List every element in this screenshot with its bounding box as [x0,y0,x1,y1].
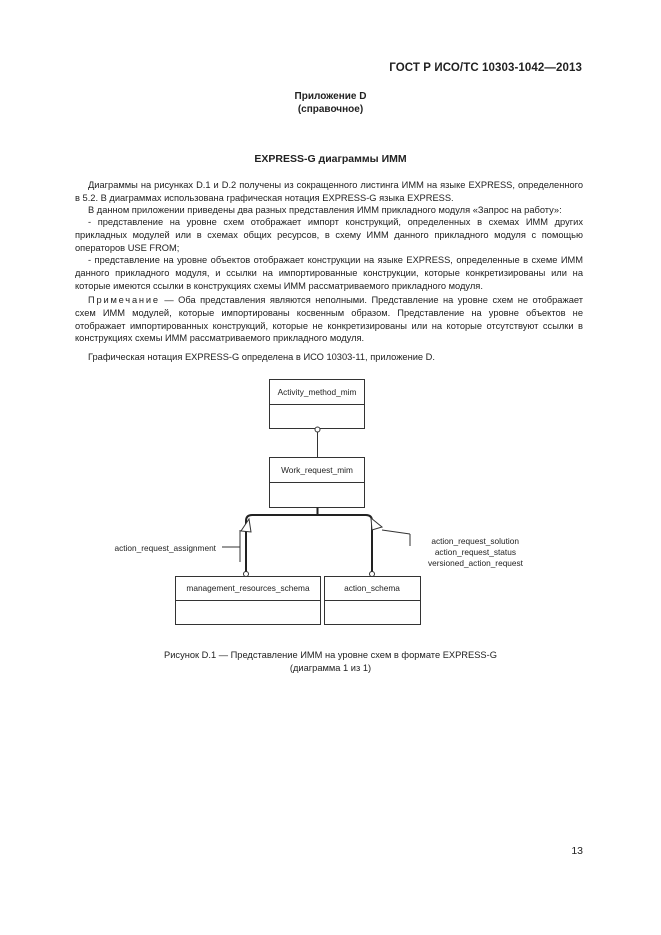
appendix-title: Приложение D [294,91,367,102]
figure-caption [0,649,661,674]
document-header: ГОСТ Р ИСО/ТС 10303-1042—2013 [389,62,582,74]
label-right-2: action_request_status [434,547,516,557]
paragraph-3: - представление на уровне схем отображает импорт конструкций, определенных в схемах ИММ других прикладных модулей или в схемах общих ресурсов, в схему ИММ данного прикладного модуля с помощью операторов USE FROM; [75,217,583,253]
circle-end-top [315,427,320,432]
label-right-3: versioned_action_request [427,558,523,568]
note-label: Примечание [88,295,160,305]
circle-end-right [370,572,375,577]
arrowhead-right [371,518,382,530]
box-action-schema-label: action_schema [344,583,400,593]
circle-end-left [244,572,249,577]
reference-line-right [318,515,373,572]
section-title: EXPRESS-G диаграммы ИММ [254,153,407,165]
paragraph-1: Диаграммы на рисунках D.1 и D.2 получены из сокращенного листинга ИММ на языке EXPRESS, определенного в 5.2. В диаграммах использована графическая нотация EXPRESS-G языка EXPRESS. [75,180,583,203]
label-right-1: action_request_solution [431,536,519,546]
reference-line-left [246,508,318,573]
paragraph-5: Графическая нотация EXPRESS-G определена в ИСО 10303-11, приложение D. [88,352,435,362]
page-number: 13 [571,845,583,857]
box-activity-method-mim-label: Activity_method_mim [277,387,357,397]
paragraph-4: - представление на уровне объектов отображает конструкции на языке EXPRESS, определенные в схеме ИММ данного прикладного модуля, и ссылки на импортированные конструкции, которые конкретизированы или на которые имеются ссылки в конструкциях схемы ИММ рассматриваемого прикладного модуля. [75,255,583,291]
appendix-subtitle: (справочное) [297,104,364,115]
figure-caption-line2: (диаграмма 1 из 1) [289,662,372,673]
figure-caption-line1: Рисунок D.1 — Представление ИММ на уровне схем в формате EXPRESS-G [164,650,497,660]
note-text: — Оба представления являются неполными. Представление на уровне схем не отображает схем ИММ модулей, которые импортированы косвенным образом. Представление на уровне объектов не отображает импортированных конструкций, которые не конкретизированы или на которые отсутствуют ссылки в конструкциях схемы ИММ рассматриваемого прикладного модуля. [75,295,583,344]
paragraph-2: В данном приложении приведены два разных представления ИММ прикладного модуля «Запрос на работу»: [88,205,562,215]
box-work-request-mim-label: Work_request_mim [281,465,353,475]
label-action-request-assignment: action_request_assignment [114,543,216,553]
box-management-resources-schema-label: management_resources_schema [186,583,310,593]
